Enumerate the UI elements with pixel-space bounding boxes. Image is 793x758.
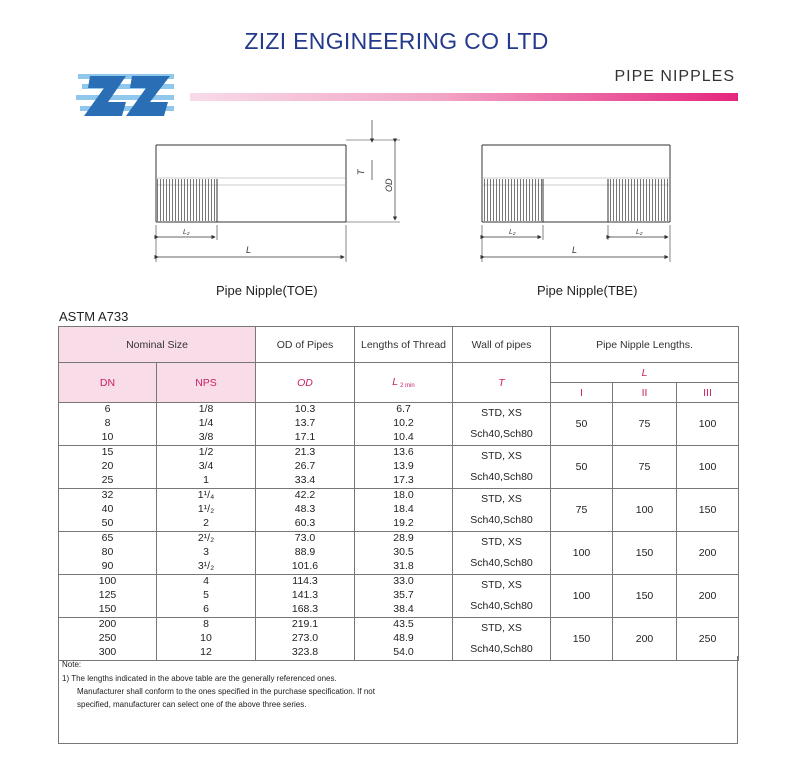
- nps-value: 1¹/₂: [197, 503, 215, 516]
- cell-thread: [355, 532, 453, 575]
- cell-thread: [355, 618, 453, 661]
- thread-value: 43.5: [393, 618, 414, 631]
- notes-label: Note:: [62, 660, 82, 669]
- dn-value: 250: [98, 632, 117, 645]
- cell-od: [256, 489, 355, 532]
- cell-len-ii: 200: [613, 618, 677, 661]
- header-t-symbol: T: [453, 363, 551, 403]
- wall-value: STD, XS: [481, 493, 522, 505]
- table-row: [59, 532, 739, 575]
- dn-value: 100: [98, 575, 117, 588]
- od-value: 219.1: [291, 618, 319, 631]
- spec-table: [58, 326, 739, 661]
- header-l-symbol: L: [551, 363, 739, 383]
- wall-value: Sch40,Sch80: [470, 471, 533, 483]
- wall-value: STD, XS: [481, 536, 522, 548]
- cell-wall: [453, 403, 551, 446]
- nps-value: 8: [203, 618, 209, 631]
- od-value: 42.2: [294, 489, 316, 502]
- cell-len-i: 100: [551, 532, 613, 575]
- tbe-l-label: L: [572, 245, 578, 255]
- wall-value: Sch40,Sch80: [470, 600, 533, 612]
- thread-value: 6.7: [396, 403, 411, 416]
- wall-value: STD, XS: [481, 450, 522, 462]
- nps-value: 1/8: [198, 403, 214, 416]
- cell-dn: [59, 532, 157, 575]
- cell-nps: [157, 489, 256, 532]
- cell-nps: [157, 446, 256, 489]
- thread-value: 18.0: [393, 489, 414, 502]
- od-value: 60.3: [294, 516, 316, 529]
- cell-nps: [157, 575, 256, 618]
- wall-value: Sch40,Sch80: [470, 557, 533, 569]
- cell-dn: [59, 446, 157, 489]
- dn-value: 150: [98, 602, 117, 615]
- nps-value: 3¹/₂: [197, 559, 215, 572]
- header-series-i: I: [551, 383, 613, 403]
- notes-box: [58, 656, 738, 744]
- cell-len-i: 150: [551, 618, 613, 661]
- thread-value: 10.2: [393, 417, 414, 430]
- cell-len-i: 50: [551, 446, 613, 489]
- dn-value: 125: [98, 589, 117, 602]
- od-value: 88.9: [294, 546, 316, 559]
- title-gradient-bar: [190, 93, 738, 101]
- cell-wall: [453, 575, 551, 618]
- nps-value: 3/8: [198, 430, 214, 443]
- cell-wall: [453, 532, 551, 575]
- toe-nipple-drawing: [156, 120, 400, 262]
- cell-thread: [355, 489, 453, 532]
- od-value: 26.7: [294, 460, 316, 473]
- thread-value: 19.2: [393, 516, 414, 529]
- cell-dn: [59, 575, 157, 618]
- nps-value: 1/4: [198, 417, 214, 430]
- nps-value: 3: [203, 546, 209, 559]
- cell-len-i: 100: [551, 575, 613, 618]
- caption-toe: Pipe Nipple(TOE): [216, 283, 318, 298]
- header-thread: Lengths of Thread: [355, 327, 453, 363]
- thread-value: 48.9: [393, 632, 414, 645]
- nps-value: 2¹/₂: [197, 532, 215, 545]
- od-value: 141.3: [291, 589, 319, 602]
- od-value: 17.1: [294, 430, 316, 443]
- od-value: 48.3: [294, 503, 316, 516]
- dn-value: 80: [101, 546, 114, 559]
- nps-value: 1/2: [198, 446, 214, 459]
- cell-dn: [59, 403, 157, 446]
- note-item-1-continued: Manufacturer shall conform to the ones specified in the purchase specification. If not specified, manufacturer can select one of the above three series.: [77, 687, 375, 709]
- cell-thread: [355, 575, 453, 618]
- thread-value: 17.3: [393, 473, 414, 486]
- nps-value: 1: [203, 473, 209, 486]
- tbe-l2-right-label: L₂: [636, 229, 643, 236]
- header-wall: Wall of pipes: [453, 327, 551, 363]
- nps-value: 6: [203, 602, 209, 615]
- od-value: 273.0: [291, 632, 319, 645]
- thread-value: 54.0: [393, 645, 414, 658]
- od-value: 33.4: [294, 473, 316, 486]
- standard-label: ASTM A733: [59, 309, 129, 324]
- nps-value: 1¹/₄: [197, 489, 215, 502]
- od-value: 21.3: [294, 446, 316, 459]
- document-title: PIPE NIPPLES: [614, 68, 735, 85]
- toe-t-label: T: [356, 169, 366, 175]
- table-row: [59, 446, 739, 489]
- cell-thread: [355, 446, 453, 489]
- cell-od: [256, 532, 355, 575]
- header-nps: NPS: [157, 363, 256, 403]
- od-value: 323.8: [291, 645, 319, 658]
- od-value: 101.6: [291, 559, 319, 572]
- cell-len-iii: 250: [677, 618, 739, 661]
- dn-value: 32: [101, 489, 114, 502]
- cell-len-ii: 75: [613, 446, 677, 489]
- cell-wall: [453, 446, 551, 489]
- wall-value: Sch40,Sch80: [470, 643, 533, 655]
- od-value: 73.0: [294, 532, 316, 545]
- cell-od: [256, 446, 355, 489]
- wall-value: STD, XS: [481, 622, 522, 634]
- dn-value: 15: [101, 446, 114, 459]
- dn-value: 200: [98, 618, 117, 631]
- dn-value: 8: [104, 417, 111, 430]
- thread-value: 35.7: [393, 589, 414, 602]
- nps-value: 4: [203, 575, 209, 588]
- cell-wall: [453, 618, 551, 661]
- thread-value: 13.9: [393, 460, 414, 473]
- cell-wall: [453, 489, 551, 532]
- nps-value: 5: [203, 589, 209, 602]
- nps-value: 10: [200, 632, 212, 645]
- od-value: 114.3: [292, 575, 318, 588]
- cell-nps: [157, 403, 256, 446]
- pipe-nipple-drawings: [140, 110, 700, 270]
- od-value: 10.3: [294, 403, 316, 416]
- toe-od-label: OD: [384, 178, 394, 192]
- dn-value: 50: [101, 516, 114, 529]
- cell-nps: [157, 618, 256, 661]
- dn-value: 25: [101, 473, 114, 486]
- wall-value: STD, XS: [481, 579, 522, 591]
- header-lengths: Pipe Nipple Lengths.: [551, 327, 739, 363]
- thread-value: 28.9: [393, 532, 414, 545]
- thread-value: 30.5: [393, 546, 414, 559]
- cell-len-ii: 150: [613, 575, 677, 618]
- cell-len-iii: 200: [677, 532, 739, 575]
- l2-subscript: 2 min: [400, 383, 415, 389]
- dn-value: 6: [104, 403, 111, 416]
- cell-thread: [355, 403, 453, 446]
- dn-value: 40: [101, 503, 114, 516]
- nps-value: 2: [203, 516, 209, 529]
- cell-len-ii: 100: [613, 489, 677, 532]
- table-row: [59, 575, 739, 618]
- cell-len-i: 75: [551, 489, 613, 532]
- dn-value: 10: [101, 430, 114, 443]
- nps-value: 3/4: [198, 460, 214, 473]
- od-value: 13.7: [294, 417, 316, 430]
- thread-value: 31.8: [393, 559, 414, 572]
- header-series-iii: III: [677, 383, 739, 403]
- wall-value: STD, XS: [481, 407, 522, 419]
- header-nominal-size: Nominal Size: [59, 327, 256, 363]
- cell-od: [256, 575, 355, 618]
- thread-value: 33.0: [393, 575, 414, 588]
- table-row: [59, 403, 739, 446]
- tbe-l2-left-label: L₂: [509, 229, 516, 236]
- thread-value: 10.4: [393, 430, 414, 443]
- header-od: OD of Pipes: [256, 327, 355, 363]
- wall-value: Sch40,Sch80: [470, 428, 533, 440]
- toe-l2-label: L₂: [183, 229, 190, 236]
- toe-l-label: L: [246, 245, 252, 255]
- note-item-1: 1) The lengths indicated in the above table are the generally referenced ones.: [62, 674, 337, 683]
- header-od-symbol: OD: [256, 363, 355, 403]
- dn-value: 65: [101, 532, 114, 545]
- company-name: ZIZI ENGINEERING CO LTD: [244, 28, 549, 54]
- header-series-ii: II: [613, 383, 677, 403]
- header-dn: DN: [59, 363, 157, 403]
- thread-value: 38.4: [393, 602, 414, 615]
- dn-value: 90: [101, 559, 114, 572]
- cell-dn: [59, 618, 157, 661]
- cell-dn: [59, 489, 157, 532]
- table-row: [59, 489, 739, 532]
- table-row: [59, 618, 739, 661]
- od-value: 168.3: [291, 602, 319, 615]
- dn-value: 20: [101, 460, 114, 473]
- cell-len-iii: 100: [677, 403, 739, 446]
- nps-value: 12: [200, 645, 212, 658]
- cell-od: [256, 618, 355, 661]
- cell-len-iii: 200: [677, 575, 739, 618]
- cell-len-iii: 100: [677, 446, 739, 489]
- caption-tbe: Pipe Nipple(TBE): [537, 283, 638, 298]
- thread-value: 13.6: [393, 446, 414, 459]
- cell-len-ii: 75: [613, 403, 677, 446]
- wall-value: Sch40,Sch80: [470, 514, 533, 526]
- cell-len-i: 50: [551, 403, 613, 446]
- cell-od: [256, 403, 355, 446]
- cell-nps: [157, 532, 256, 575]
- header-l2-symbol: L $_{2 min}$: [355, 363, 453, 403]
- thread-value: 18.4: [393, 503, 414, 516]
- cell-len-ii: 150: [613, 532, 677, 575]
- dn-value: 300: [98, 645, 117, 658]
- cell-len-iii: 150: [677, 489, 739, 532]
